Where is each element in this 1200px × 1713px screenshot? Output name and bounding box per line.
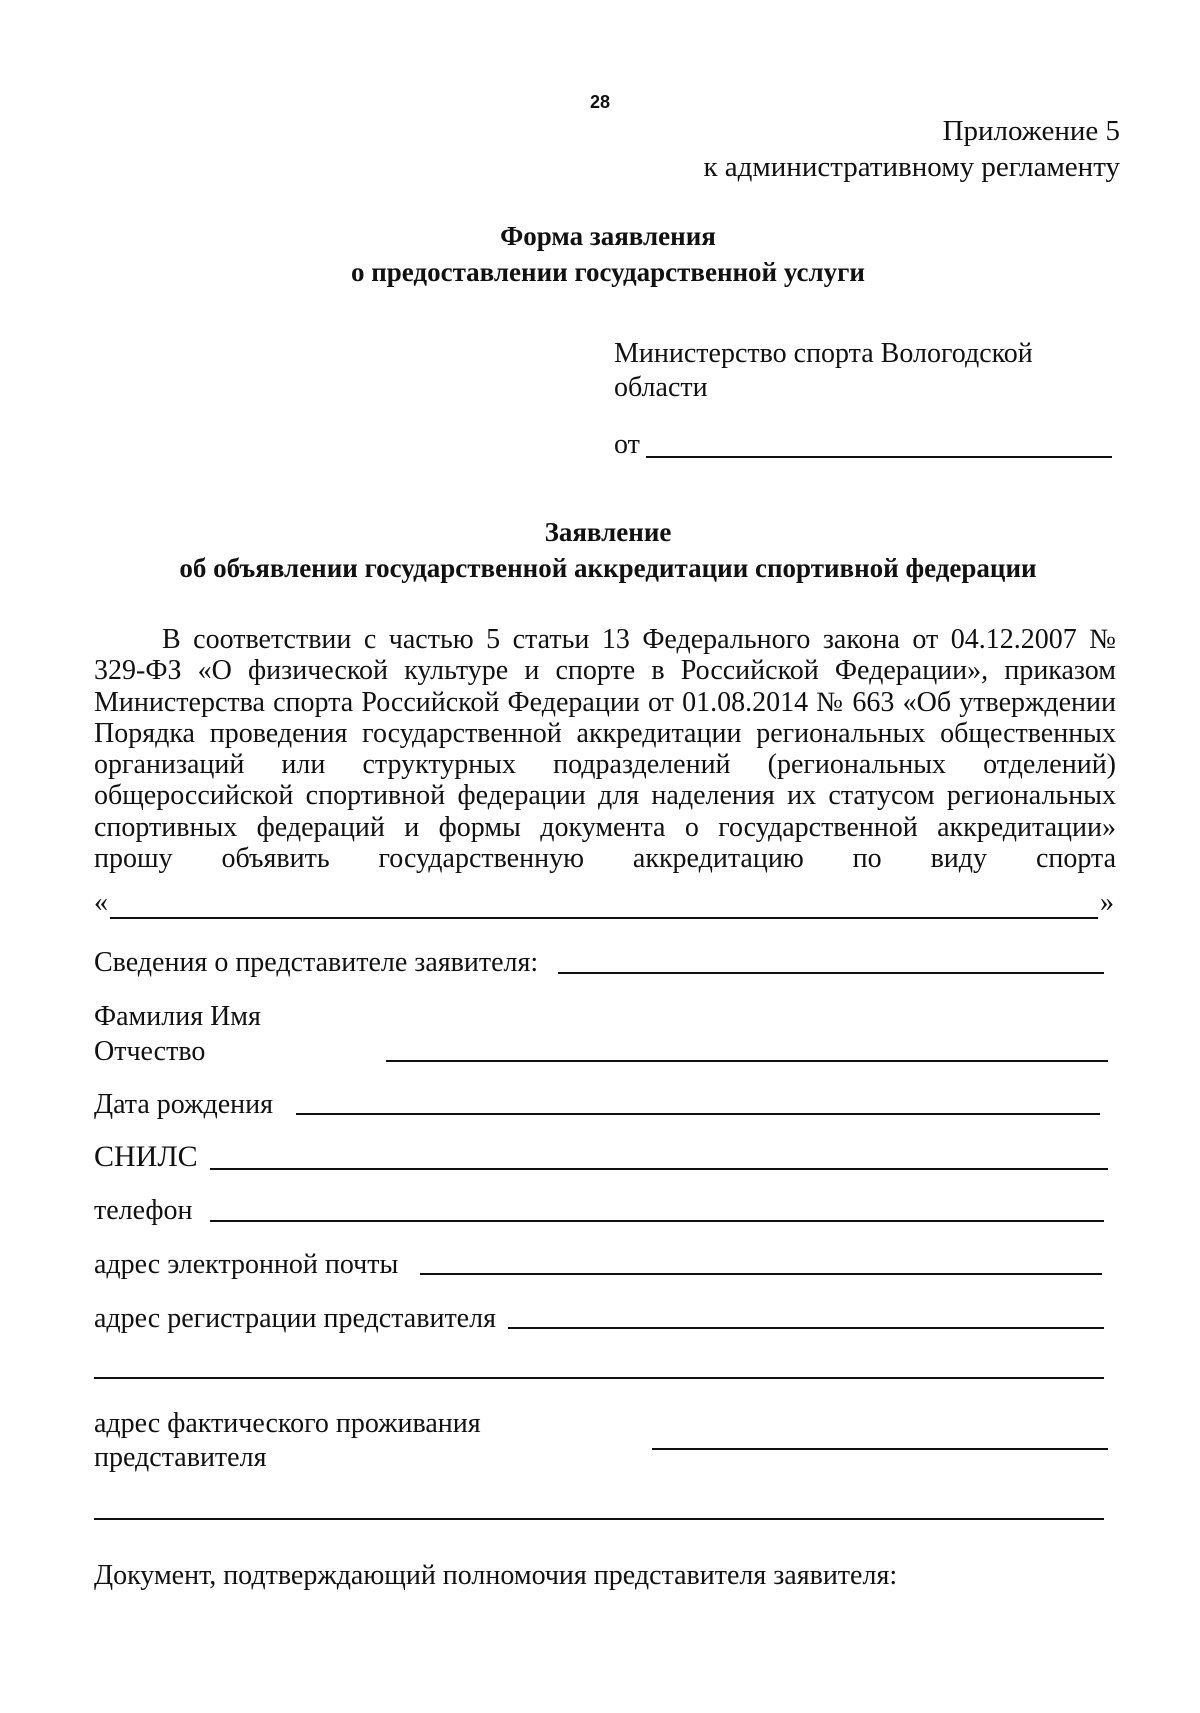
body-line: Министерства спорта Российской Федерации от 01.08.2014 № 663 «Об утверждении xyxy=(94,686,1116,718)
appendix-reference: к административному регламенту xyxy=(703,151,1120,183)
body-line: прошу объявить государственную аккредитацию по виду спорта xyxy=(94,843,1116,875)
addressee-line2: области xyxy=(614,372,708,403)
sport-close-quote: » xyxy=(1100,887,1114,918)
body-line: организаций или структурных подразделений (региональных отделений) xyxy=(94,749,1116,781)
registration-address-label: адрес регистрации представителя xyxy=(94,1303,496,1334)
snils-field-line[interactable] xyxy=(210,1168,1108,1170)
body-line: спортивных федераций и формы документа о государственной аккредитации» xyxy=(94,811,1116,843)
body-line: Порядка проведения государственной аккредитации региональных общественных xyxy=(94,717,1116,749)
representative-info-label: Сведения о представителе заявителя: xyxy=(94,947,539,978)
page-number: 28 xyxy=(589,92,611,112)
statement-body xyxy=(94,624,1116,874)
from-field-line[interactable] xyxy=(646,456,1112,458)
fio-label-line2: Отчество xyxy=(94,1036,206,1067)
snils-label: СНИЛС xyxy=(94,1140,198,1173)
email-label: адрес электронной почты xyxy=(94,1249,399,1280)
sport-open-quote: « xyxy=(94,887,108,918)
fio-label-line1: Фамилия Имя xyxy=(94,1001,261,1032)
body-line: общероссийской спортивной федерации для наделения их статусом региональных xyxy=(94,780,1116,812)
registration-address-field-line-2[interactable] xyxy=(94,1377,1104,1379)
body-line: В соответствии с частью 5 статьи 13 Федерального закона от 04.12.2007 № xyxy=(162,624,1116,655)
email-field-line[interactable] xyxy=(420,1273,1102,1275)
statement-title-line2: об объявлении государственной аккредитации спортивной федерации xyxy=(179,553,1037,583)
form-title-line2: о предоставлении государственной услуги xyxy=(350,257,865,287)
from-label: от xyxy=(614,429,640,460)
birth-date-field-line[interactable] xyxy=(296,1113,1100,1115)
authority-document-label: Документ, подтверждающий полномочия представителя заявителя: xyxy=(94,1560,898,1591)
sport-field-line[interactable] xyxy=(110,917,1098,919)
actual-address-label-line2: представителя xyxy=(94,1442,267,1473)
phone-field-line[interactable] xyxy=(210,1220,1104,1222)
phone-label: телефон xyxy=(94,1195,193,1226)
registration-address-field-line[interactable] xyxy=(508,1327,1104,1329)
form-title-line1: Форма заявления xyxy=(500,221,716,251)
appendix-number: Приложение 5 xyxy=(942,115,1120,147)
statement-title-line1: Заявление xyxy=(544,517,672,547)
actual-address-field-line-2[interactable] xyxy=(94,1518,1104,1520)
actual-address-label-line1: адрес фактического проживания xyxy=(94,1408,481,1439)
actual-address-field-line[interactable] xyxy=(652,1448,1108,1450)
body-line: 329-ФЗ «О физической культуре и спорте в Российской Федерации», приказом xyxy=(94,655,1116,687)
representative-info-line[interactable] xyxy=(558,972,1104,974)
addressee-line1: Министерство спорта Вологодской xyxy=(614,338,1033,369)
fio-field-line[interactable] xyxy=(386,1060,1108,1062)
birth-date-label: Дата рождения xyxy=(94,1089,273,1120)
